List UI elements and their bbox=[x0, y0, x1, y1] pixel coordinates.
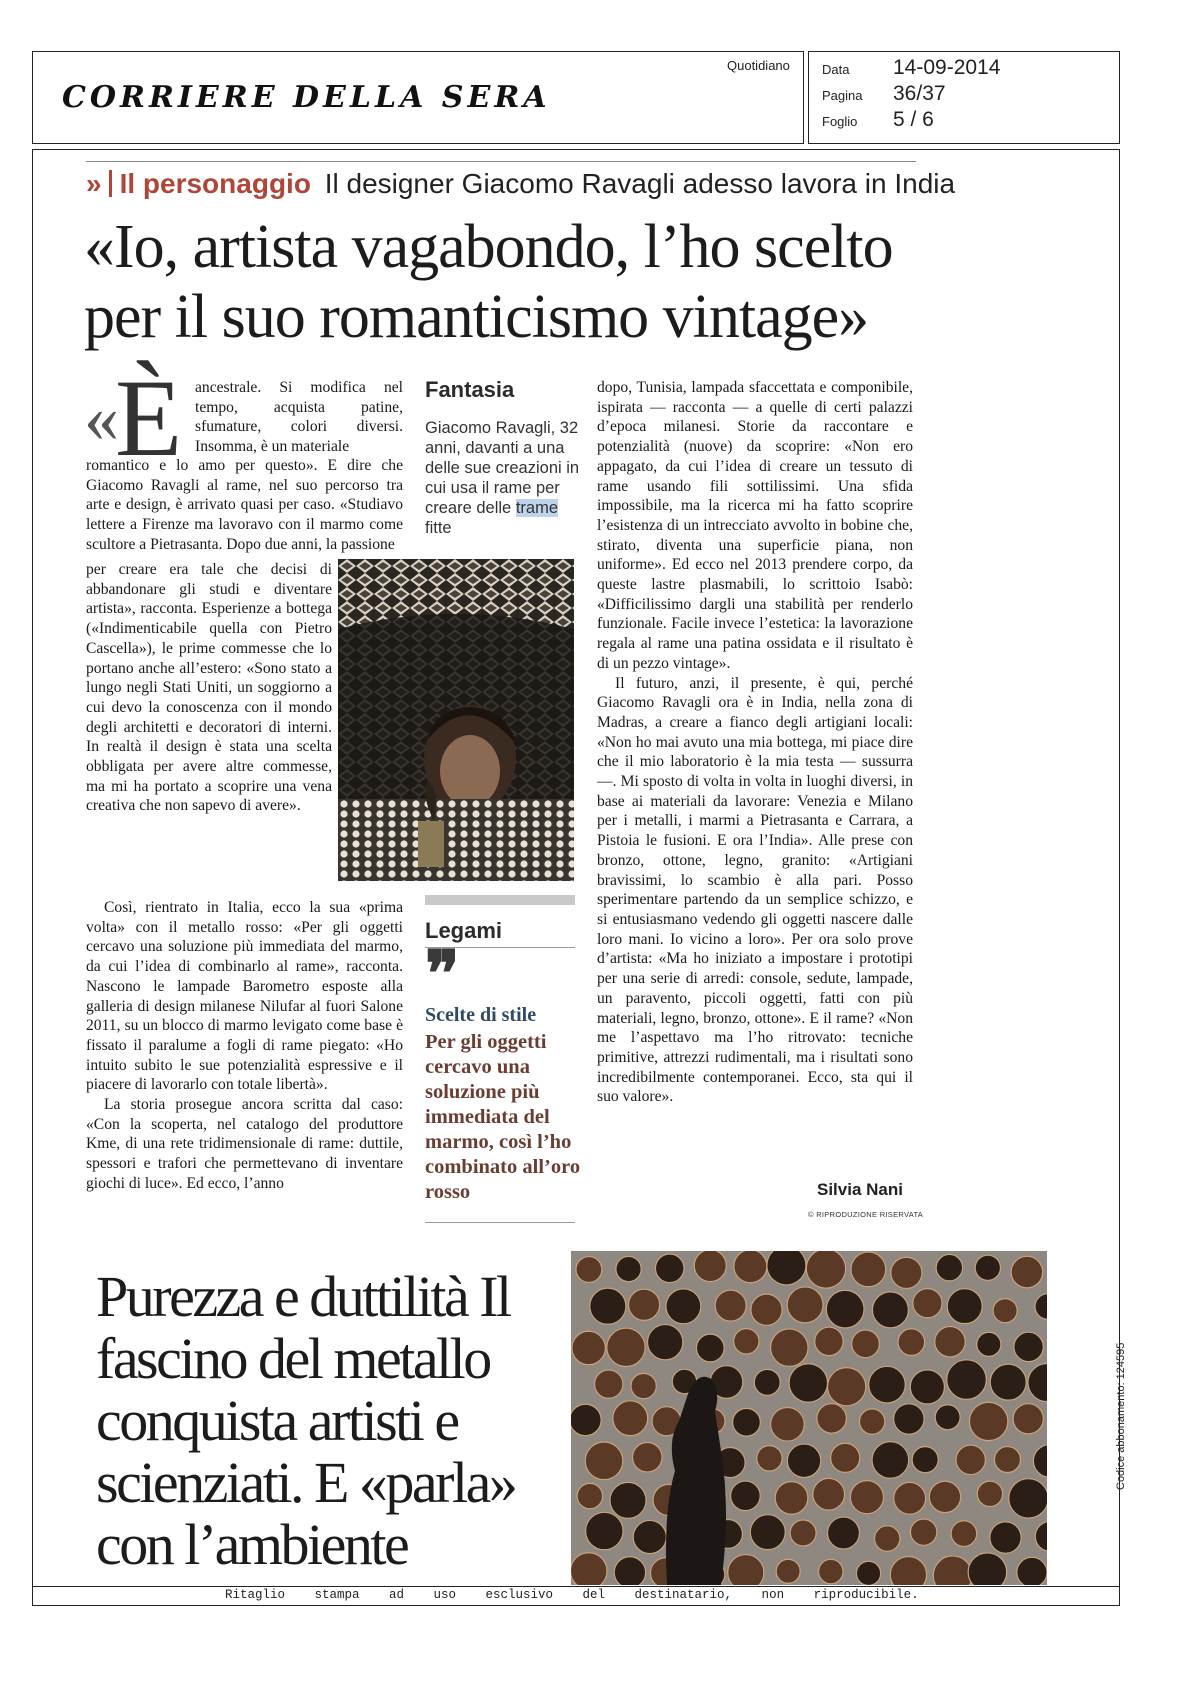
feature-headline: Purezza e duttilità Il fascino del metallo conquista artisti e scienziati. E «parla» con l’ambiente bbox=[96, 1264, 516, 1577]
copper-mold bbox=[872, 1442, 909, 1479]
date-value: 14-09-2014 bbox=[893, 56, 1001, 79]
copper-mold bbox=[994, 1447, 1020, 1473]
copper-mold bbox=[1014, 1332, 1043, 1361]
copper-mold bbox=[894, 1404, 924, 1434]
legami-title: Legami bbox=[425, 918, 503, 943]
copper-mold bbox=[910, 1370, 944, 1404]
copper-mold bbox=[715, 1290, 746, 1321]
copper-mold bbox=[898, 1329, 925, 1356]
designer-photo bbox=[338, 559, 574, 881]
copper-mold bbox=[586, 1512, 623, 1549]
copper-mold bbox=[827, 1517, 859, 1549]
copper-mold bbox=[610, 1482, 646, 1518]
copper-mold bbox=[894, 1482, 926, 1514]
copper-mold bbox=[631, 1373, 656, 1398]
legami-band bbox=[425, 895, 575, 905]
copper-mold bbox=[734, 1329, 759, 1354]
copper-mold bbox=[775, 1482, 808, 1515]
copper-mold bbox=[595, 1370, 623, 1398]
copper-mold bbox=[936, 1254, 962, 1280]
copper-mold bbox=[571, 1404, 601, 1435]
copper-mold bbox=[572, 1331, 605, 1364]
byline: Silvia Nani bbox=[817, 1180, 903, 1199]
rights-notice: © RIPRODUZIONE RISERVATA bbox=[808, 1210, 924, 1219]
copper-mold bbox=[616, 1256, 641, 1281]
highlighted-word: trame bbox=[515, 499, 558, 517]
copper-mold bbox=[913, 1289, 942, 1318]
copper-mold bbox=[754, 1369, 780, 1395]
column-1-lead bbox=[195, 378, 403, 457]
date-label: Data bbox=[822, 62, 850, 77]
copper-mold bbox=[956, 1445, 985, 1474]
copper-mold bbox=[731, 1481, 761, 1511]
copper-mold bbox=[1017, 1557, 1047, 1585]
copper-mold bbox=[771, 1407, 805, 1441]
page-value: 36/37 bbox=[893, 82, 946, 105]
copper-mold bbox=[776, 1559, 800, 1583]
copper-mold bbox=[968, 1553, 1006, 1585]
copper-mold bbox=[951, 1521, 977, 1547]
paragraph-2: Così, rientrato in Italia, ecco la sua «prima volta» con il metallo rosso: «Per gli oggetti cercavo una soluzione più immediata del marmo, da cui l’idea di combinarlo al rame», racconta. Nascono le lampade Barometro esposte alla galleria di design milanese Nilufar al fuori Salone 2011, su un blocco di marmo levigato come base è fissato il paralume a fogli di rame piegato: «Ho intuito subito le sue potenzialità espressive e il piacere di lavorarlo con totale libertà». bbox=[86, 899, 403, 1094]
copper-mold bbox=[929, 1481, 960, 1512]
chevron-icon: » bbox=[86, 168, 99, 199]
pull-quote-text: Per gli oggetti cercavo una soluzione più immediata del marmo, così l’ho combinato all’oro rosso bbox=[425, 1031, 581, 1203]
photo-caption: Giacomo Ravagli, 32 anni, davanti a una delle sue creazioni in cui usa il rame per creare delle trame fitte bbox=[425, 419, 580, 537]
copper-mold bbox=[751, 1294, 782, 1325]
copper-mold bbox=[655, 1254, 684, 1283]
pull-quote-heading: Scelte di stile bbox=[425, 1004, 537, 1026]
copper-mold bbox=[969, 1402, 1007, 1440]
lead-paragraph-a: ancestrale. Si modifica nel tempo, acquista patine, sfumature, colori diversi. Insomma, è un materiale bbox=[195, 379, 403, 456]
copper-mold bbox=[790, 1520, 816, 1546]
copper-mold bbox=[787, 1444, 820, 1477]
copper-wall-photo bbox=[571, 1251, 1047, 1585]
copper-mold bbox=[859, 1409, 884, 1434]
copper-mold bbox=[614, 1557, 645, 1585]
copper-mold bbox=[975, 1255, 1000, 1280]
copper-mold bbox=[1011, 1256, 1043, 1288]
copper-mold bbox=[850, 1481, 883, 1514]
kicker-text: Il designer Giacomo Ravagli adesso lavora in India bbox=[324, 168, 956, 199]
publication-type: Quotidiano bbox=[727, 58, 790, 73]
copper-mold bbox=[771, 1329, 808, 1366]
copper-mold bbox=[789, 1364, 828, 1403]
copper-mold bbox=[633, 1520, 666, 1553]
column-1-lead-b bbox=[86, 456, 403, 555]
copper-mold bbox=[1013, 1404, 1043, 1434]
copper-mold bbox=[728, 1555, 764, 1585]
copper-mold bbox=[633, 1442, 663, 1472]
quote-open-icon: « bbox=[84, 380, 119, 457]
copper-mold bbox=[585, 1442, 623, 1480]
subscription-code: Codice abbonamento: 124595 bbox=[1115, 1342, 1127, 1490]
article-headline: «Io, artista vagabondo, l’ho scelto per il suo romanticismo vintage» bbox=[84, 213, 893, 351]
column-1-narrow bbox=[86, 560, 332, 816]
copper-mold bbox=[990, 1522, 1021, 1553]
fantasia-title: Fantasia bbox=[425, 377, 515, 402]
copper-mold bbox=[977, 1332, 1001, 1356]
copper-mold bbox=[694, 1251, 726, 1282]
copper-mold bbox=[577, 1483, 602, 1508]
copper-mold bbox=[872, 1292, 908, 1328]
column-1-bottom bbox=[86, 898, 403, 1194]
paragraph-4: dopo, Tunisia, lampada sfaccettata e componibile, ispirata — racconta — a quelle di certi palazzi d’epoca milanesi. Storie da raccontare e potenzialità (nuove) da scoprire: «Non ero appagato, da cui l’idea di creare un tessuto di rame usando fili sottilissimi. Una sfida impossibile, ma la ricerca mi ha fatto scoprire l’esistenza di un intrecciato avvolto in bobine che, stirato, diventa una superficie piana, non uniforme». Ed ecco nel 2013 prendere corpo, da queste lastre plasmabili, lo scrittoio Isabò: «Difficilissimo dargli una stabilità per renderlo funzionale. Facile invece l’estetica: la lavorazione regala al rame una patina ossidata e il risultato è di un pezzo vintage». bbox=[597, 379, 913, 672]
copper-mold bbox=[828, 1368, 866, 1406]
copper-mold bbox=[977, 1481, 1002, 1506]
copper-mold bbox=[696, 1334, 724, 1362]
copper-mold bbox=[666, 1289, 701, 1324]
copper-mold bbox=[628, 1289, 659, 1320]
copper-mold bbox=[734, 1251, 767, 1283]
section-bar bbox=[109, 170, 112, 197]
pull-quote-rule bbox=[425, 1222, 575, 1223]
copper-mold bbox=[851, 1252, 886, 1287]
copper-mold bbox=[869, 1366, 906, 1403]
copper-mold bbox=[990, 1364, 1026, 1400]
copper-mold bbox=[826, 1290, 864, 1328]
dropcap: «È bbox=[84, 357, 183, 479]
copper-mold bbox=[819, 1559, 843, 1583]
sheet-value: 5 / 6 bbox=[893, 108, 934, 131]
copper-mold bbox=[1009, 1479, 1047, 1518]
copper-mold bbox=[787, 1287, 823, 1323]
copper-mold bbox=[912, 1447, 938, 1473]
copper-mold bbox=[831, 1443, 860, 1472]
quote-icon: ❞ bbox=[425, 939, 460, 1010]
copper-mold bbox=[576, 1257, 602, 1283]
copper-mold bbox=[767, 1251, 806, 1285]
column-3 bbox=[597, 378, 913, 1107]
copper-mold bbox=[852, 1330, 880, 1358]
footer-note: Ritaglio stampa ad uso esclusivo del destinatario, non riproducibile. bbox=[225, 1588, 919, 1602]
copper-mold bbox=[815, 1327, 843, 1355]
page-label: Pagina bbox=[822, 88, 863, 103]
copper-mold bbox=[947, 1360, 987, 1400]
copper-mold bbox=[648, 1325, 683, 1360]
copper-mold bbox=[856, 1561, 880, 1585]
copper-mold bbox=[817, 1404, 847, 1434]
kicker bbox=[86, 168, 955, 200]
kicker-section: Il personaggio bbox=[119, 168, 311, 199]
copper-mold bbox=[947, 1289, 982, 1324]
copper-mold bbox=[750, 1515, 785, 1550]
copper-mold bbox=[993, 1299, 1017, 1323]
copper-mold bbox=[875, 1526, 900, 1551]
copper-mold bbox=[910, 1519, 936, 1545]
copper-mold bbox=[813, 1478, 845, 1510]
copper-mold bbox=[733, 1408, 761, 1436]
paragraph-5: Il futuro, anzi, il presente, è qui, perché Giacomo Ravagli ora è in India, nella zona di Madras, a creare a fianco degli artigiani locali: «Non ho mai avuto una mia bottega, mi piace dire che il mio laboratorio è la mia testa — sussurra —. Mi sposto di volta in volta in luoghi diversi, in base ai materiali da lavorare: Venezia e Milano per i metalli, i marmi a Pietrasanta e Carrara, a Pistoia le fusioni. E ora l’India». Alle prese con bronzo, ottone, legno, granito: «Artigiani bravissimi, lo scambio è alla pari. Posso sperimentare partendo da un semplice schizzo, e si entusiasmano vedendo gli oggetti nascere dalle loro mani. Io vicino a loro». Per ora solo prove d’artista: «Ma ho iniziato a impostare i prototipi per una serie di arredi: console, sedute, lampade, un paravento, piccoli oggetti, fatti con più materiali, legno, bronzo, ottone». E il rame? «Non me l’aspettavo ma l’ho ritrovato: tecniche primitive, attrezzi rudimentali, ma i risultati sono incredibilmente contemporanei. Ecco, sta qui il suo valore». bbox=[597, 674, 913, 1106]
copper-mold bbox=[935, 1405, 960, 1430]
lead-paragraph-c: per creare era tale che decisi di abbandonare gli studi e diventare artista», racconta. Esperienze a bottega («Indimenticabile quella con Pietro Cascella»), le prime commesse che lo portano anche all’estero: «Sono stato a lungo negli Stati Uniti, un soggiorno a cui devo la conoscenza con il mondo degli architetti e decoratori di interni. In realtà il design è stata una scelta obbligata per avere altre commesse, ma mi ha portato a scoprire una vena creativa che non sapevo di avere». bbox=[86, 561, 332, 815]
copper-mold bbox=[607, 1328, 645, 1366]
paragraph-3: La storia prosegue ancora scritta dal caso: «Con la scoperta, nel catalogo del produttore Kme, di una rete tridimensionale di rame: duttile, spessori e trafori che permettevano di inventare giochi di luce». Ed ecco, l’anno bbox=[86, 1096, 403, 1192]
lead-paragraph-b: romantico e lo amo per questo». E dire che Giacomo Ravagli al rame, nel suo percorso tra arte e design, è arrivato quasi per caso. «Studiavo lettere a Firenze ma lavoravo con il marmo come scultore a Pietrasanta. Dopo due anni, la passione bbox=[86, 457, 403, 553]
newspaper-brand: CORRIERE DELLA SERA bbox=[62, 80, 551, 115]
kicker-rule bbox=[86, 161, 916, 162]
copper-mold bbox=[806, 1251, 845, 1288]
sheet-label: Foglio bbox=[822, 114, 858, 129]
copper-mold bbox=[757, 1446, 782, 1471]
copper-mold bbox=[891, 1257, 922, 1288]
copper-mold bbox=[590, 1288, 626, 1324]
copper-mold bbox=[613, 1401, 648, 1436]
copper-mold bbox=[571, 1553, 607, 1585]
copper-mold bbox=[935, 1326, 965, 1356]
